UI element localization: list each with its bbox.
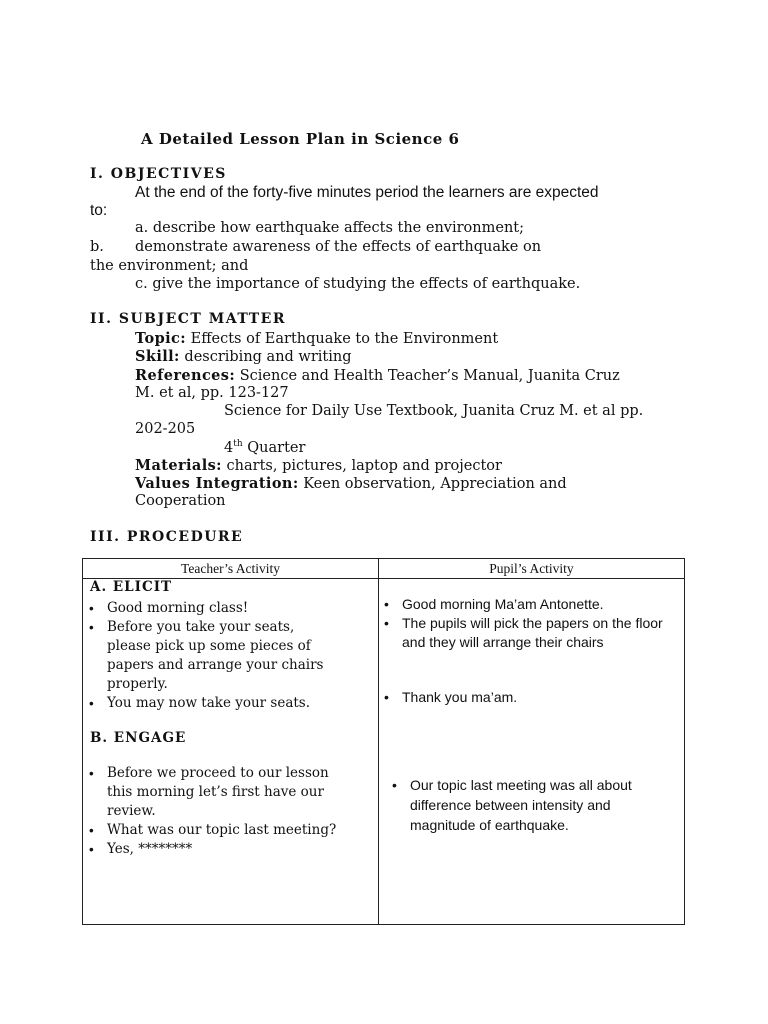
materials-label: Materials:	[135, 457, 222, 474]
topic-value: Effects of Earthquake to the Environment	[190, 331, 499, 347]
objective-b-marker: b.	[90, 239, 104, 255]
objective-c: c. give the importance of studying the effects of earthquake.	[135, 276, 581, 292]
materials-value: charts, pictures, laptop and projector	[226, 458, 502, 474]
elicit-heading: A. ELICIT	[90, 579, 173, 595]
objectives-intro-line1: At the end of the forty-five minutes period the learners are expected	[135, 184, 599, 201]
engage-pupil-list	[388, 775, 673, 835]
engage-teacher-list	[85, 764, 353, 859]
references-row	[135, 367, 620, 384]
list-item: • Before you take your seats, please pick up some pieces of papers and arrange your chairs properly.	[85, 618, 335, 694]
values-label: Values Integration:	[135, 475, 299, 492]
table-header-divider	[83, 578, 684, 579]
list-item: • Yes, ********	[85, 840, 353, 859]
pupil-activity-header: Pupil’s Activity	[489, 561, 574, 576]
references-line1: Science and Health Teacher’s Manual, Juanita Cruz	[239, 368, 620, 384]
values-row	[135, 475, 567, 492]
topic-label: Topic:	[135, 330, 187, 347]
quarter-ordinal: th	[233, 439, 243, 449]
references-label: References:	[135, 367, 236, 384]
elicit-pupil-list	[380, 595, 675, 652]
objective-a: a. describe how earthquake affects the environment;	[135, 220, 524, 236]
skill-value: describing and writing	[184, 349, 352, 365]
elicit-teacher-list	[85, 599, 335, 713]
subject-matter-heading: II. SUBJECT MATTER	[90, 311, 286, 327]
table-column-divider	[378, 559, 379, 924]
quarter-row	[224, 439, 305, 456]
procedure-table	[82, 558, 685, 925]
references-line3: Science for Daily Use Textbook, Juanita Cruz M. et al pp.	[224, 403, 644, 419]
list-item: • What was our topic last meeting?	[85, 821, 353, 840]
list-item: • You may now take your seats.	[85, 694, 335, 713]
values-line2: Cooperation	[135, 493, 226, 509]
list-item: • Good morning Ma’am Antonette.	[380, 595, 675, 614]
objectives-intro-line2: to:	[90, 202, 108, 219]
skill-label: Skill:	[135, 348, 180, 365]
objective-b-line1: demonstrate awareness of the effects of earthquake on	[135, 239, 542, 255]
engage-heading: B. ENGAGE	[90, 730, 187, 746]
materials-row	[135, 457, 502, 474]
list-item: • Our topic last meeting was all about difference between intensity and magnitude of earthquake.	[388, 775, 673, 835]
objective-b-line2: the environment; and	[90, 258, 249, 274]
list-item: • Before we proceed to our lesson this morning let’s first have our review.	[85, 764, 353, 821]
list-item: • Thank you ma’am.	[380, 688, 675, 707]
topic-row	[135, 330, 498, 347]
list-item: • The pupils will pick the papers on the floor and they will arrange their chairs	[380, 614, 675, 652]
quarter-word: Quarter	[247, 439, 306, 456]
elicit-pupil-thanks-list	[380, 688, 675, 707]
list-item: • Good morning class!	[85, 599, 335, 618]
page-title: A Detailed Lesson Plan in Science 6	[141, 130, 460, 148]
quarter-number: 4	[224, 439, 234, 456]
references-line4: 202-205	[135, 421, 196, 437]
skill-row	[135, 348, 352, 365]
references-line2: M. et al, pp. 123-127	[135, 385, 289, 401]
procedure-heading: III. PROCEDURE	[90, 529, 244, 545]
objectives-heading: I. OBJECTIVES	[90, 166, 227, 182]
values-line1: Keen observation, Appreciation and	[303, 476, 567, 492]
teacher-activity-header: Teacher’s Activity	[181, 561, 280, 576]
